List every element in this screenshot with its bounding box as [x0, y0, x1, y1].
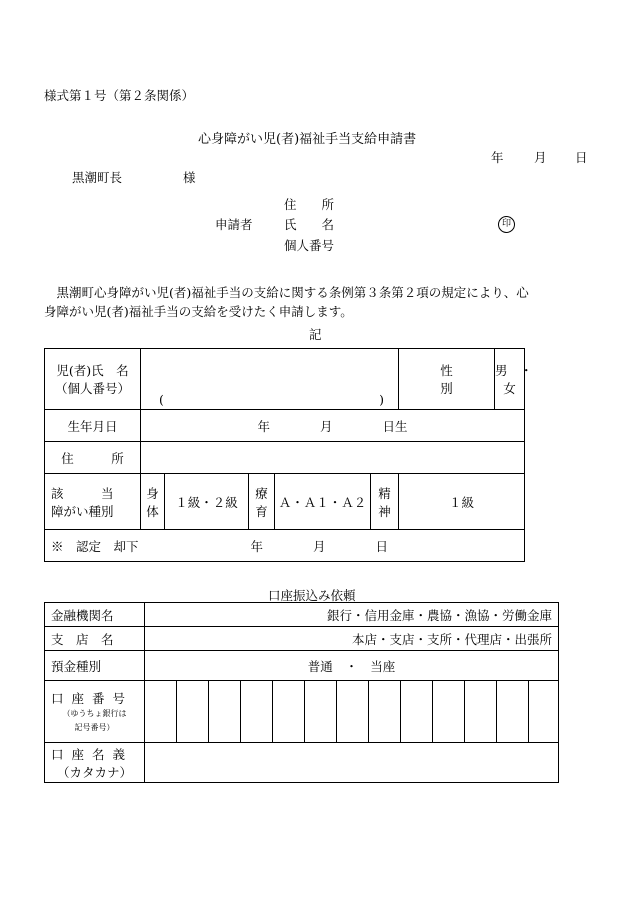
birthdate-value: 年 月 日生 [257, 418, 408, 434]
intellectual-grades: Ａ・Ａ１・Ａ２ [278, 494, 367, 510]
sex-options: 男 ・ 女 [495, 363, 546, 396]
mental-grades: １級 [449, 494, 475, 510]
account-holder-field[interactable] [145, 743, 559, 783]
account-note-1: （ゆうちょ銀行は [62, 708, 127, 718]
certification-row [45, 530, 525, 562]
account-digit-13[interactable] [529, 681, 559, 743]
form-title: 心身障がい児(者)福祉手当支給申請書 [198, 132, 417, 147]
account-holder-label: 口座名義 [51, 746, 134, 762]
mental-label-2: 神 [378, 503, 391, 519]
account-number-label: 口座番号 [51, 690, 134, 706]
institution-label: 金融機関名 [45, 603, 145, 627]
sex-options-cell[interactable] [495, 349, 546, 410]
intellectual-label-1: 療 [255, 485, 268, 501]
applicant-personal-number-label: 個人番号 [284, 238, 335, 253]
deposit-type-label: 預金種別 [45, 651, 145, 681]
account-digit-2[interactable] [177, 681, 209, 743]
seal-mark [498, 214, 515, 233]
branch-options: 本店・支店・支所・代理店・出張所 [352, 631, 553, 647]
date-year-label: 年 [491, 150, 504, 165]
institution-options: 銀行・信用金庫・農協・漁協・労働金庫 [327, 607, 553, 623]
account-digit-11[interactable] [465, 681, 497, 743]
account-digit-9[interactable] [401, 681, 433, 743]
branch-label: 支 店 名 [45, 627, 145, 651]
disability-type-label-1: 該 当 [51, 485, 114, 501]
account-note-2: 記号番号） [74, 722, 115, 732]
certification-label: ※ 認定 却下 [51, 538, 139, 554]
child-address-field[interactable] [141, 442, 525, 474]
intellectual-label-2: 育 [255, 503, 268, 519]
institution-field[interactable] [145, 603, 559, 627]
sex-label-1: 性 [440, 363, 453, 378]
paren-open: ( [159, 392, 164, 407]
account-holder-note: （カタカナ） [56, 764, 132, 780]
sex-label-cell [399, 349, 495, 410]
child-name-label-cell [45, 349, 141, 410]
account-digit-12[interactable] [497, 681, 529, 743]
account-digit-3[interactable] [209, 681, 241, 743]
applicant-name-label: 氏 名 [284, 217, 335, 232]
seal-icon: 印 [498, 216, 515, 233]
child-name-label: 児(者)氏 名 [56, 363, 129, 378]
physical-label-cell [141, 474, 165, 530]
form-number: 様式第１号（第２条関係） [44, 88, 195, 103]
account-digit-5[interactable] [273, 681, 305, 743]
account-digit-7[interactable] [337, 681, 369, 743]
mental-label-cell [371, 474, 399, 530]
branch-field[interactable] [145, 627, 559, 651]
deposit-type-field[interactable] [145, 651, 559, 681]
account-digit-4[interactable] [241, 681, 273, 743]
sex-label-2: 別 [440, 381, 453, 396]
intellectual-grades-cell[interactable] [275, 474, 371, 530]
child-address-label: 住 所 [45, 442, 141, 474]
mental-grades-cell[interactable] [399, 474, 525, 530]
body-text-line1: 黒潮町心身障がい児(者)福祉手当の支給に関する条例第３条第２項の規定により、心 [44, 285, 529, 300]
disability-type-label-2: 障がい種別 [51, 503, 114, 519]
applicant-label: 申請者 [215, 217, 253, 232]
ki-label: 記 [309, 327, 322, 342]
honorific: 様 [183, 170, 196, 185]
applicant-table [44, 348, 546, 562]
physical-label-2: 体 [146, 503, 159, 519]
account-digit-1[interactable] [145, 681, 177, 743]
addressee: 黒潮町長 [72, 170, 123, 185]
birthdate-field[interactable] [141, 410, 525, 442]
account-digit-6[interactable] [305, 681, 337, 743]
body-text-line2: 身障がい児(者)福祉手当の支給を受けたく申請します。 [44, 304, 353, 319]
birthdate-label: 生年月日 [45, 410, 141, 442]
bank-table [44, 602, 559, 783]
paren-close: ) [379, 392, 385, 407]
account-holder-label-cell [45, 743, 145, 783]
intellectual-label-cell [249, 474, 275, 530]
certification-date: 年 月 日 [250, 538, 389, 554]
physical-grades-cell[interactable] [165, 474, 249, 530]
date-day-label: 日 [575, 150, 588, 165]
disability-type-label-cell [45, 474, 141, 530]
applicant-address-label: 住 所 [284, 197, 335, 212]
physical-label-1: 身 [146, 485, 159, 501]
date-month-label: 月 [534, 150, 547, 165]
mental-label-1: 精 [378, 485, 391, 501]
physical-grades: １級・２級 [175, 494, 238, 510]
account-number-label-cell [45, 681, 145, 743]
child-number-label: （個人番号） [54, 381, 130, 396]
child-name-field[interactable] [141, 349, 399, 410]
account-digit-8[interactable] [369, 681, 401, 743]
deposit-type-options: 普通 ・ 当座 [307, 658, 396, 674]
account-digit-10[interactable] [433, 681, 465, 743]
bank-section-title: 口座振込み依頼 [268, 588, 356, 603]
